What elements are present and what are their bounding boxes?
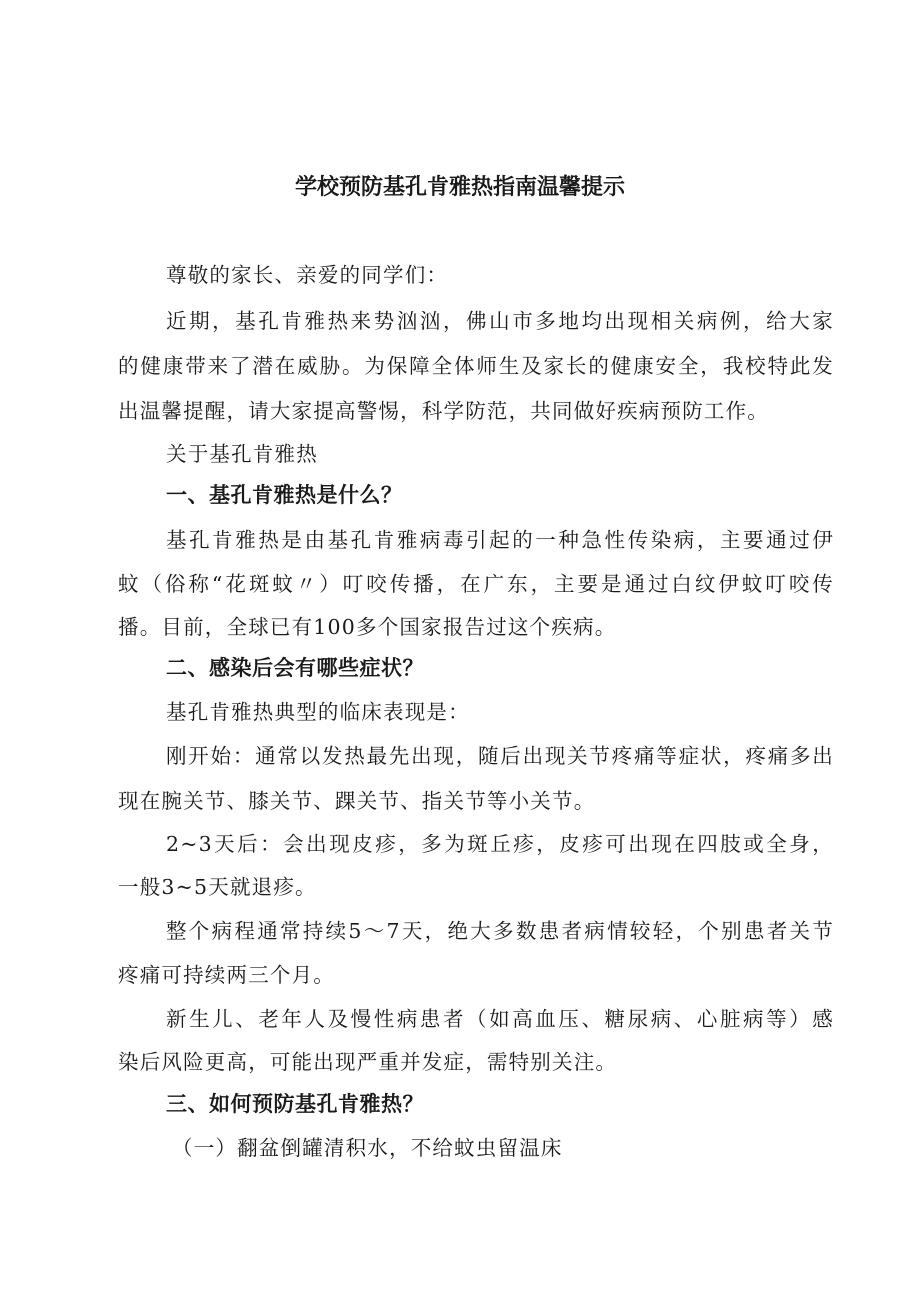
paragraph-line: 一般3~5天就退疹。 bbox=[118, 875, 317, 899]
salutation: 尊敬的家长、亲爱的同学们： bbox=[166, 263, 449, 287]
paragraph-line: 现在腕关节、膝关节、踝关节、指关节等小关节。 bbox=[118, 789, 596, 813]
paragraph-line: 近期，基孔肯雅热来势汹汹，佛山市多地均出现相关病例，给大家 bbox=[166, 309, 834, 333]
paragraph-line: 整个病程通常持续5～7天，绝大多数患者病情较轻，个别患者关节 bbox=[166, 919, 834, 943]
paragraph-line: 的健康带来了潜在威胁。为保障全体师生及家长的健康安全，我校特此发 bbox=[118, 354, 834, 378]
paragraph-line: 新生儿、老年人及慢性病患者（如高血压、糖尿病、心脏病等）感 bbox=[166, 1007, 834, 1031]
subsection-heading: （一）翻盆倒罐清积水，不给蚊虫留温床 bbox=[172, 1136, 563, 1160]
paragraph-line: 蚊（俗称“花斑蚊〃）叮咬传播，在广东，主要是通过白纹伊蚊叮咬传 bbox=[118, 572, 834, 596]
document-title: 学校预防基孔肯雅热指南温馨提示 bbox=[294, 175, 625, 200]
section-heading: 一、基孔肯雅热是什么？ bbox=[166, 483, 403, 507]
paragraph-line: 播。目前，全球已有100多个国家报告过这个疾病。 bbox=[118, 615, 617, 639]
paragraph-line: 刚开始：通常以发热最先出现，随后出现关节疼痛等症状，疼痛多出 bbox=[166, 744, 834, 768]
paragraph-line: 基孔肯雅热是由基孔肯雅病毒引起的一种急性传染病，主要通过伊 bbox=[166, 528, 834, 552]
paragraph-line: 出温馨提醒，请大家提高警惕，科学防范，共同做好疾病预防工作。 bbox=[118, 399, 769, 423]
paragraph-line: 2~3天后：会出现皮疹，多为斑丘疹，皮疹可出现在四肢或全身， bbox=[166, 832, 834, 856]
paragraph-line: 疼痛可持续两三个月。 bbox=[118, 963, 335, 987]
paragraph-line: 染后风险更高，可能出现严重并发症，需特别关注。 bbox=[118, 1050, 618, 1074]
paragraph-line: 基孔肯雅热典型的临床表现是： bbox=[166, 700, 470, 724]
section-heading: 二、感染后会有哪些症状？ bbox=[166, 656, 424, 680]
section-heading: 三、如何预防基孔肯雅热？ bbox=[166, 1092, 424, 1116]
section-label: 关于基孔肯雅热 bbox=[166, 442, 318, 466]
